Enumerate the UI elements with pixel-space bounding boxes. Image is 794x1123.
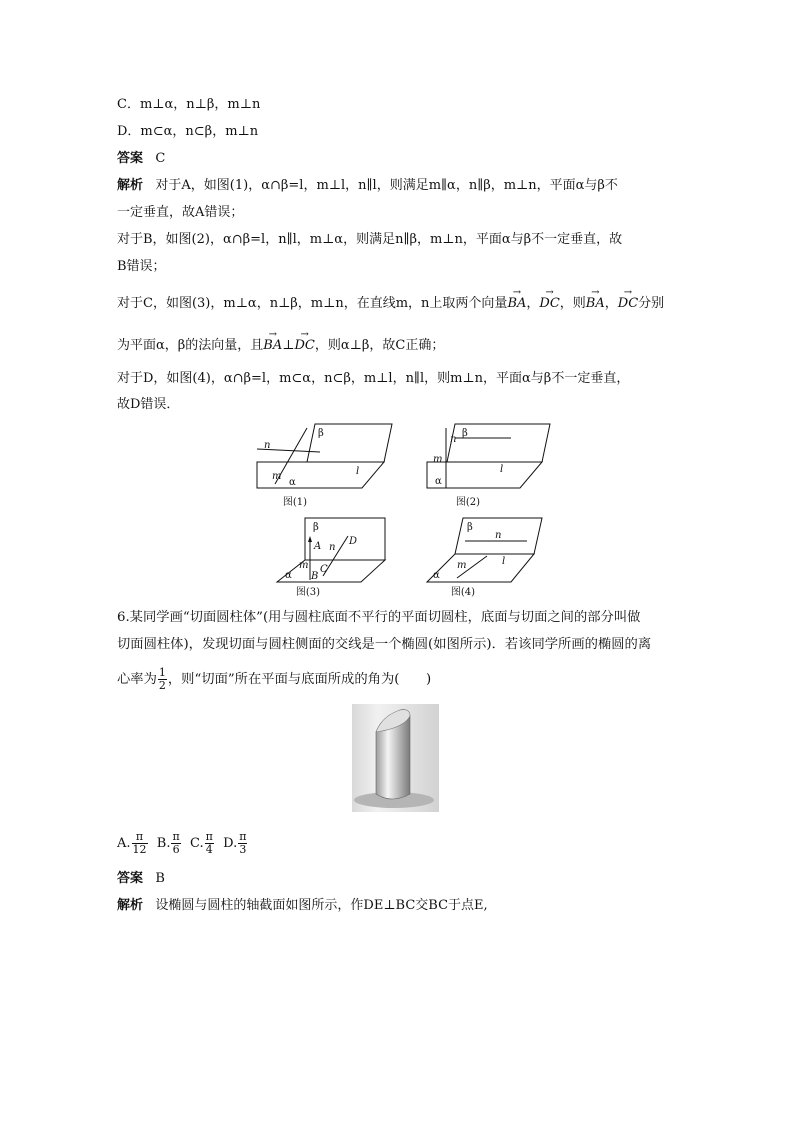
caption-2: 图(2): [455, 497, 481, 508]
analysis-line-6: [117, 337, 444, 355]
label-a: A: [314, 541, 322, 552]
comma: ，: [526, 296, 540, 311]
fraction-numerator: π: [132, 831, 148, 844]
vector-dc: → DC: [294, 337, 314, 355]
analysis-text: 对于A，如图(1)，α∩β=l，m⊥l，n∥l，则满足m∥α，n∥β，m⊥n，平面α与β不: [155, 178, 618, 193]
analysis-line-4: B错误；: [117, 259, 166, 274]
label-m: m: [457, 560, 467, 571]
text-segment: 为平面α，β的法向量，且: [117, 338, 264, 353]
label-alpha: α: [433, 570, 440, 581]
choice-letter: D.: [223, 836, 238, 851]
label-m: m: [433, 454, 443, 465]
answer-value: C: [155, 151, 166, 166]
text-segment: ，则: [559, 296, 586, 311]
label-alpha: α: [285, 570, 292, 581]
vector-dc: → DC: [618, 295, 638, 313]
label-l: l: [502, 556, 506, 567]
label-l: l: [356, 466, 360, 477]
caption-4: 图(4): [450, 587, 476, 598]
cut-cylinder-image: [352, 704, 439, 812]
label-beta: β: [462, 428, 468, 439]
choice-d: [223, 830, 248, 856]
fraction-numerator: π: [172, 830, 180, 843]
answer-1: [117, 150, 165, 168]
label-m: m: [299, 560, 309, 571]
label-n: n: [329, 542, 336, 553]
question-6-line-2: 切面圆柱体)，发现切面与圆柱侧面的交线是一个椭圆(如图所示)．若该同学所画的椭圆的离: [117, 637, 652, 652]
fraction: [238, 831, 247, 856]
answer-2: [117, 870, 165, 888]
fraction-denominator: 6: [172, 843, 180, 856]
fraction-numerator: 1: [158, 666, 166, 679]
text-segment: 心率为: [117, 672, 157, 687]
fraction-denominator: 3: [239, 843, 247, 856]
choice-letter: A.: [117, 836, 131, 851]
vector-ba: → BA: [263, 337, 282, 355]
analysis-line-8: 故D错误．: [117, 397, 180, 412]
figure-3: [275, 516, 390, 584]
fraction-numerator: π: [239, 830, 247, 843]
fraction-numerator: π: [205, 830, 213, 843]
text-segment: ，则“切面”所在平面与底面所成的角为( ): [167, 672, 432, 687]
vector-ba: → BA: [586, 295, 605, 313]
label-c: C: [320, 564, 328, 575]
choices-row: [117, 828, 248, 860]
analysis-line-1: [117, 177, 618, 195]
figure-1: [255, 422, 395, 494]
label-m: m: [272, 471, 282, 482]
vector-dc: → DC: [539, 295, 559, 313]
label-l: l: [500, 464, 504, 475]
fraction: [171, 831, 180, 856]
analysis-line-5: [117, 295, 664, 313]
analysis-label: 解析: [117, 898, 144, 913]
text-segment: ，则α⊥β，故C正确；: [314, 338, 445, 353]
question-6-line-1: 6.某同学画“切面圆柱体”(用与圆柱底面不平行的平面切圆柱，底面与切面之间的部分叫做: [117, 610, 641, 625]
label-beta: β: [467, 522, 473, 533]
label-d: D: [349, 536, 358, 547]
choice-letter: B.: [156, 836, 171, 851]
fraction-denominator: 12: [132, 843, 147, 856]
figure-4: [425, 516, 545, 584]
analysis-label: 解析: [117, 178, 144, 193]
label-b: B: [311, 571, 319, 582]
choice-letter: C.: [189, 836, 204, 851]
fraction: [205, 831, 214, 856]
fraction: [132, 831, 148, 856]
label-n: n: [495, 530, 502, 541]
analysis-line-3: 对于B，如图(2)，α∩β=l，n∥l，m⊥α，则满足n∥β，m⊥n，平面α与β不一定垂直，故: [117, 232, 623, 247]
label-alpha: α: [289, 477, 296, 488]
text-segment: 分别: [638, 296, 665, 311]
figure-2: [425, 422, 553, 494]
fraction-denominator: 2: [158, 679, 166, 692]
analysis-2: [117, 897, 488, 915]
analysis-line-7: 对于D，如图(4)，α∩β=l，m⊂α，n⊂β，m⊥l，n∥l，则m⊥n，平面α与β不一定垂直，: [117, 371, 630, 386]
choice-a: [117, 830, 149, 856]
text-segment: 对于C，如图(3)，m⊥α，n⊥β，m⊥n，在直线m，n上取两个向量: [117, 296, 508, 311]
vector-ba: → BA: [507, 295, 526, 313]
option-c: C．m⊥α，n⊥β，m⊥n: [117, 97, 261, 112]
fraction: [158, 667, 167, 692]
caption-1: 图(1): [282, 497, 308, 508]
label-alpha: α: [435, 476, 442, 487]
answer-label: 答案: [117, 151, 144, 166]
choice-c: [189, 830, 215, 856]
analysis-text: 设椭圆与圆柱的轴截面如图所示，作DE⊥BC交BC于点E,: [155, 898, 488, 913]
comma: ，: [604, 296, 618, 311]
label-n: n: [450, 434, 457, 445]
perp-symbol: ⊥: [282, 338, 295, 353]
label-beta: β: [318, 428, 324, 439]
answer-label: 答案: [117, 871, 144, 886]
option-d: D．m⊂α，n⊂β，m⊥n: [117, 124, 259, 139]
analysis-line-2: 一定垂直，故A错误；: [117, 205, 244, 220]
question-6-line-3: [117, 665, 431, 695]
answer-value: B: [155, 871, 165, 886]
fraction-denominator: 4: [205, 843, 213, 856]
caption-3: 图(3): [295, 587, 321, 598]
label-n: n: [264, 440, 271, 451]
label-beta: β: [313, 522, 319, 533]
choice-b: [156, 830, 182, 856]
